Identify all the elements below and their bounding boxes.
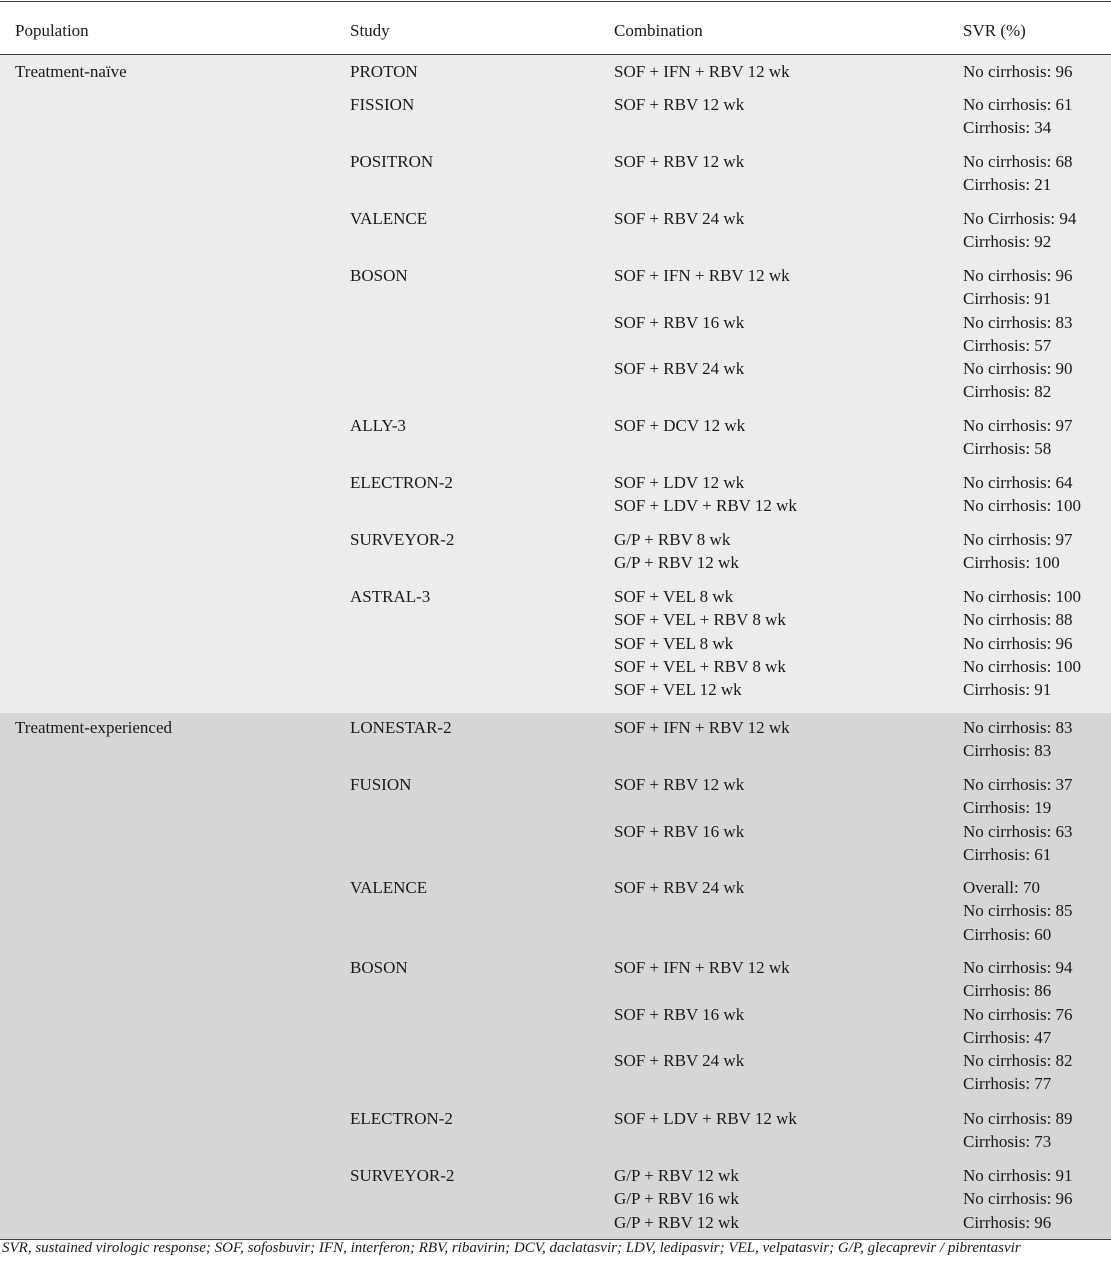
table-row <box>335 150 1111 197</box>
combination-cell: SOF + IFN + RBV 12 wk <box>614 62 790 81</box>
table-row <box>335 773 1111 866</box>
table-row <box>335 264 1111 404</box>
study-name: POSITRON <box>350 152 434 171</box>
header-study: Study <box>350 21 390 40</box>
section-treatment-naive <box>0 55 1111 713</box>
combination-cell: SOF + IFN + RBV 12 wk <box>614 718 790 737</box>
table-footnote: SVR, sustained virologic response; SOF, sofosbuvir; IFN, interferon; RBV, ribavirin; DCV, daclatasvir; LDV, ledipasvir; VEL, velpatasvir; G/P, glecaprevir / pibrentasvir <box>2 1240 1021 1256</box>
table-row <box>335 528 1111 575</box>
study-name: PROTON <box>350 62 418 81</box>
svr-cell: No cirrhosis: 97 Cirrhosis: 58 <box>963 416 1073 459</box>
combination-cell: SOF + RBV 12 wk SOF + RBV 16 wk <box>614 775 745 841</box>
header-svr: SVR (%) <box>963 21 1026 40</box>
svr-cell: No cirrhosis: 96 <box>963 62 1073 81</box>
svr-cell: No cirrhosis: 100 No cirrhosis: 88 No cirrhosis: 96 No cirrhosis: 100 Cirrhosis: 91 <box>963 587 1082 700</box>
study-name: VALENCE <box>350 209 428 228</box>
section-treatment-experienced <box>0 713 1111 1240</box>
combination-cell: G/P + RBV 8 wk G/P + RBV 12 wk <box>614 530 739 573</box>
combination-cell: SOF + RBV 24 wk <box>614 878 745 897</box>
table-row <box>335 1107 1111 1154</box>
header-population: Population <box>15 21 89 40</box>
svr-cell: No cirrhosis: 37 Cirrhosis: 19 No cirrhosis: 63 Cirrhosis: 61 <box>963 775 1073 864</box>
svr-cell: No cirrhosis: 64 No cirrhosis: 100 <box>963 473 1082 516</box>
svr-cell: No cirrhosis: 96 Cirrhosis: 91 No cirrhosis: 83 Cirrhosis: 57 No cirrhosis: 90 Cirrhosis: 82 <box>963 266 1073 402</box>
study-name: VALENCE <box>350 878 428 897</box>
table-row <box>335 1164 1111 1234</box>
study-name: SURVEYOR-2 <box>350 530 455 549</box>
population-label: Treatment-experienced <box>15 718 173 737</box>
combination-cell: SOF + DCV 12 wk <box>614 416 746 435</box>
header-combination: Combination <box>614 21 703 40</box>
study-name: ALLY-3 <box>350 416 406 435</box>
svr-cell: No cirrhosis: 61 Cirrhosis: 34 <box>963 95 1073 138</box>
table-row <box>335 716 1111 763</box>
combination-cell: SOF + IFN + RBV 12 wk SOF + RBV 16 wk SOF + RBV 24 wk <box>614 266 790 379</box>
svr-cell: No cirrhosis: 89 Cirrhosis: 73 <box>963 1109 1073 1152</box>
combination-cell: SOF + RBV 12 wk <box>614 152 745 171</box>
combination-cell: SOF + RBV 12 wk <box>614 95 745 114</box>
table-row <box>335 585 1111 701</box>
study-name: ELECTRON-2 <box>350 473 453 492</box>
combination-cell: SOF + RBV 24 wk <box>614 209 745 228</box>
table-row <box>335 207 1111 254</box>
table-row <box>335 956 1111 1096</box>
svr-cell: No Cirrhosis: 94 Cirrhosis: 92 <box>963 209 1077 252</box>
table-header <box>0 4 1111 55</box>
study-name: BOSON <box>350 958 408 977</box>
svr-cell: No cirrhosis: 68 Cirrhosis: 21 <box>963 152 1073 195</box>
svr-cell: No cirrhosis: 94 Cirrhosis: 86 No cirrhosis: 76 Cirrhosis: 47 No cirrhosis: 82 Cirrhosis: 77 <box>963 958 1073 1094</box>
svr-cell: No cirrhosis: 83 Cirrhosis: 83 <box>963 718 1073 761</box>
combination-cell: G/P + RBV 12 wk G/P + RBV 16 wk G/P + RBV 12 wk <box>614 1166 739 1232</box>
study-name: FUSION <box>350 775 412 794</box>
study-name: BOSON <box>350 266 408 285</box>
svr-cell: No cirrhosis: 91 No cirrhosis: 96 Cirrhosis: 96 <box>963 1166 1073 1232</box>
svr-cell: Overall: 70 No cirrhosis: 85 Cirrhosis: 60 <box>963 878 1073 944</box>
table-row <box>335 876 1111 946</box>
study-name: LONESTAR-2 <box>350 718 452 737</box>
study-name: ELECTRON-2 <box>350 1109 453 1128</box>
combination-cell: SOF + IFN + RBV 12 wk SOF + RBV 16 wk SOF + RBV 24 wk <box>614 958 790 1071</box>
study-name: SURVEYOR-2 <box>350 1166 455 1185</box>
combination-cell: SOF + VEL 8 wk SOF + VEL + RBV 8 wk SOF + VEL 8 wk SOF + VEL + RBV 8 wk SOF + VEL 12 wk <box>614 587 786 700</box>
population-label: Treatment-naïve <box>15 62 127 81</box>
combination-cell: SOF + LDV + RBV 12 wk <box>614 1109 797 1128</box>
svr-cell: No cirrhosis: 97 Cirrhosis: 100 <box>963 530 1073 573</box>
table-row <box>335 471 1111 518</box>
table-row <box>335 414 1111 461</box>
table-row <box>335 60 1111 83</box>
combination-cell: SOF + LDV 12 wk SOF + LDV + RBV 12 wk <box>614 473 797 516</box>
table-row <box>335 93 1111 140</box>
study-name: ASTRAL-3 <box>350 587 431 606</box>
study-name: FISSION <box>350 95 415 114</box>
